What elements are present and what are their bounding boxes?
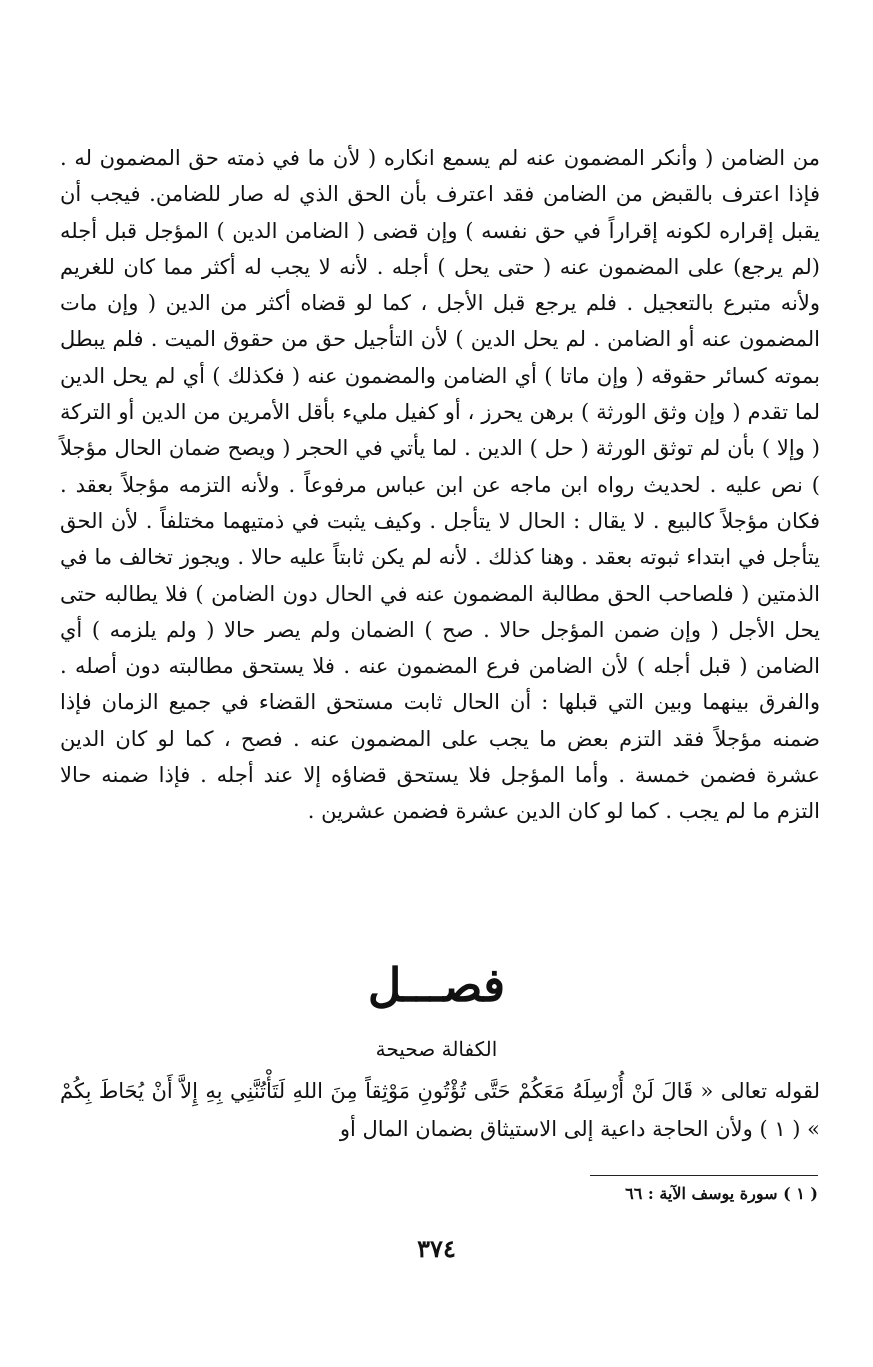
main-text-block — [60, 140, 820, 830]
section-subheading: الكفالة صحيحة — [375, 1037, 498, 1061]
footnote: ( ١ ) سورة يوسف الآية : ٦٦ — [625, 1184, 818, 1203]
section-heading: فصـــل — [367, 958, 506, 1012]
section-paragraph: لقوله تعالى « قَالَ لَنْ أُرْسِلَهُ مَعَكُمْ حَتَّى تُؤْتُونِ مَوْثِقاً مِنَ اللهِ لَتَأْتُنَّنِي بِهِ إِلاَّ أَنْ يُحَاطَ بِكُمْ » ( ١ ) ولأن الحاجة داعية إلى الاستيثاق بضمان المال أو — [60, 1079, 820, 1141]
footnote-divider — [590, 1175, 818, 1176]
body-paragraph: من الضامن ( وأنكر المضمون عنه لم يسمع انكاره ( لأن ما في ذمته حق المضمون له . فإذا اعترف بالقبض من الضامن فقد اعترف بأن الحق الذي له صار للضامن. فيجب أن يقبل إقراره لكونه إقراراً في حق نفسه ) وإن قضى ( الضامن الدين ) المؤجل قبل أجله (لم يرجع) على المضمون عنه ( حتى يحل ) أجله . لأنه لا يجب له أكثر مما كان للغريم ولأنه متبرع بالتعجيل . فلم يرجع قبل الأجل ، كما لو قضاه أكثر من الدين ( وإن مات المضمون عنه أو الضامن . لم يحل الدين ) لأن التأجيل حق من حقوق الميت . فلم يبطل بموته كسائر حقوقه ( وإن ماتا ) أي الضامن والمضمون عنه ( فكذلك ) أي لم يحل الدين لما تقدم ( وإن وثق الورثة ) برهن يحرز ، أو كفيل مليء بأقل الأمرين من الدين أو التركة ( وإلا ) بأن لم توثق الورثة ( حل ) الدين . لما يأتي في الحجر ( ويصح ضمان الحال مؤجلاً ) نص عليه . لحديث رواه ابن ماجه عن ابن عباس مرفوعاً . ولأنه التزمه مؤجلاً بعقد . فكان مؤجلاً كالبيع . لا يقال : الحال لا يتأجل . وكيف يثبت في ذمتيهما مختلفاً . لأن الحق يتأجل في ابتداء ثبوته بعقد . وهنا كذلك . لأنه لم يكن ثابتاً عليه حالا . ويجوز تخالف ما في الذمتين ( فلصاحب الحق مطالبة المضمون عنه في الحال دون الضامن ) فلا يطالبه حتى يحل الأجل ( وإن ضمن المؤجل حالا . صح ) الضمان ولم يصر حالا ( ولم يلزمه ) أي الضامن ( قبل أجله ) لأن الضامن فرع المضمون عنه . فلا يستحق مطالبته دون أصله . والفرق بينهما وبين التي قبلها : أن الحال ثابت مستحق القضاء في جميع الزمان فإذا ضمنه مؤجلاً فقد التزم بعض ما يجب على المضمون عنه . فصح ، كما لو كان الدين عشرة فضمن خمسة . وأما المؤجل فلا يستحق قضاؤه إلا عند أجله . فإذا ضمنه حالا التزم ما لم يجب . كما لو كان الدين عشرة فضمن عشرين . — [60, 146, 820, 824]
page-number: ٣٧٤ — [417, 1234, 456, 1263]
